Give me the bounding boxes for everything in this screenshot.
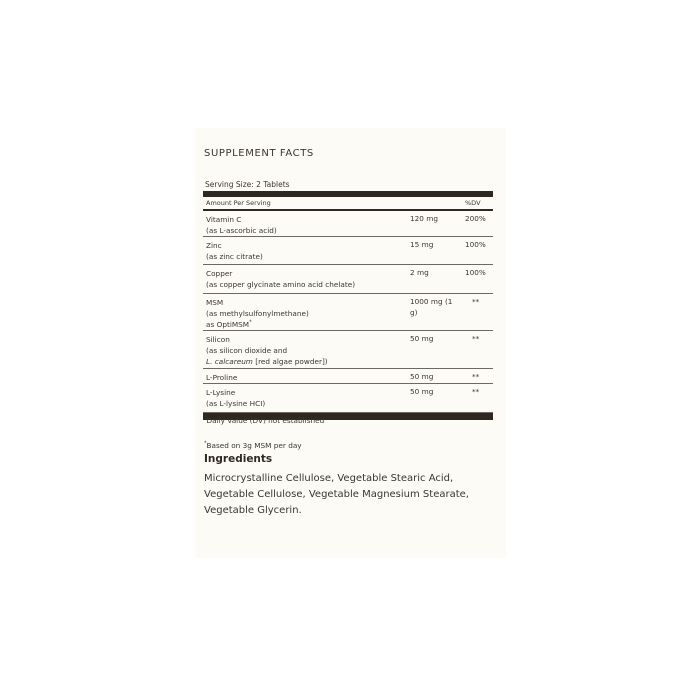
table-row [203, 265, 493, 294]
table-row [203, 294, 493, 331]
serving-size: Serving Size: 2 Tablets [205, 180, 290, 189]
nutrient-amount: 15 mg [410, 240, 434, 249]
supplement-facts-title: SUPPLEMENT FACTS [204, 148, 314, 159]
nutrient-amount: 50 mg [410, 334, 434, 343]
supplement-facts-panel [195, 128, 506, 558]
nutrient-name: Copper (as copper glycinate amino acid chelate) [206, 269, 356, 289]
table-header [203, 197, 493, 209]
ingredients-text: Microcrystalline Cellulose, Vegetable Stearic Acid, Vegetable Cellulose, Vegetable Magnesium Stearate, Vegetable Glycerin. [204, 473, 469, 516]
nutrient-amount: 50 mg [410, 387, 434, 396]
nutrient-name: Vitamin C (as L-ascorbic acid) [206, 215, 277, 235]
nutrient-amount: 50 mg [410, 372, 434, 381]
footnote-msm: *Based on 3g MSM per day [204, 440, 302, 450]
footnote-dv: *Daily Value (DV) not established [204, 415, 325, 425]
header-amount-per-serving: Amount Per Serving [206, 199, 271, 207]
nutrient-dv: ** [472, 387, 480, 396]
nutrient-name: MSM (as methylsulfonylmethane) as OptiMSM* [206, 298, 309, 329]
table-row [203, 211, 493, 237]
table-row [203, 331, 493, 369]
nutrient-amount: 1000 mg (1 g) [410, 297, 453, 317]
nutrient-dv: ** [472, 372, 480, 381]
nutrient-name: Zinc (as zinc citrate) [206, 241, 263, 261]
nutrient-amount: 120 mg [410, 214, 438, 223]
ingredients-title: Ingredients [204, 453, 273, 465]
nutrient-dv: 200% [465, 214, 486, 223]
nutrient-amount: 2 mg [410, 268, 429, 277]
nutrient-name: L-Proline [206, 373, 238, 382]
nutrient-name: L-Lysine (as L-lysine HCI) [206, 388, 266, 408]
nutrient-dv: ** [472, 297, 480, 306]
table-row [203, 369, 493, 384]
nutrient-dv: 100% [465, 240, 486, 249]
table-row [203, 384, 493, 413]
nutrient-table [203, 191, 493, 420]
header-dv: %DV [465, 199, 481, 207]
table-row [203, 237, 493, 265]
nutrient-dv: ** [472, 334, 480, 343]
nutrient-dv: 100% [465, 268, 486, 277]
nutrient-name: Silicon (as silicon dioxide and L. calcareum [red algae powder]) [206, 335, 328, 366]
